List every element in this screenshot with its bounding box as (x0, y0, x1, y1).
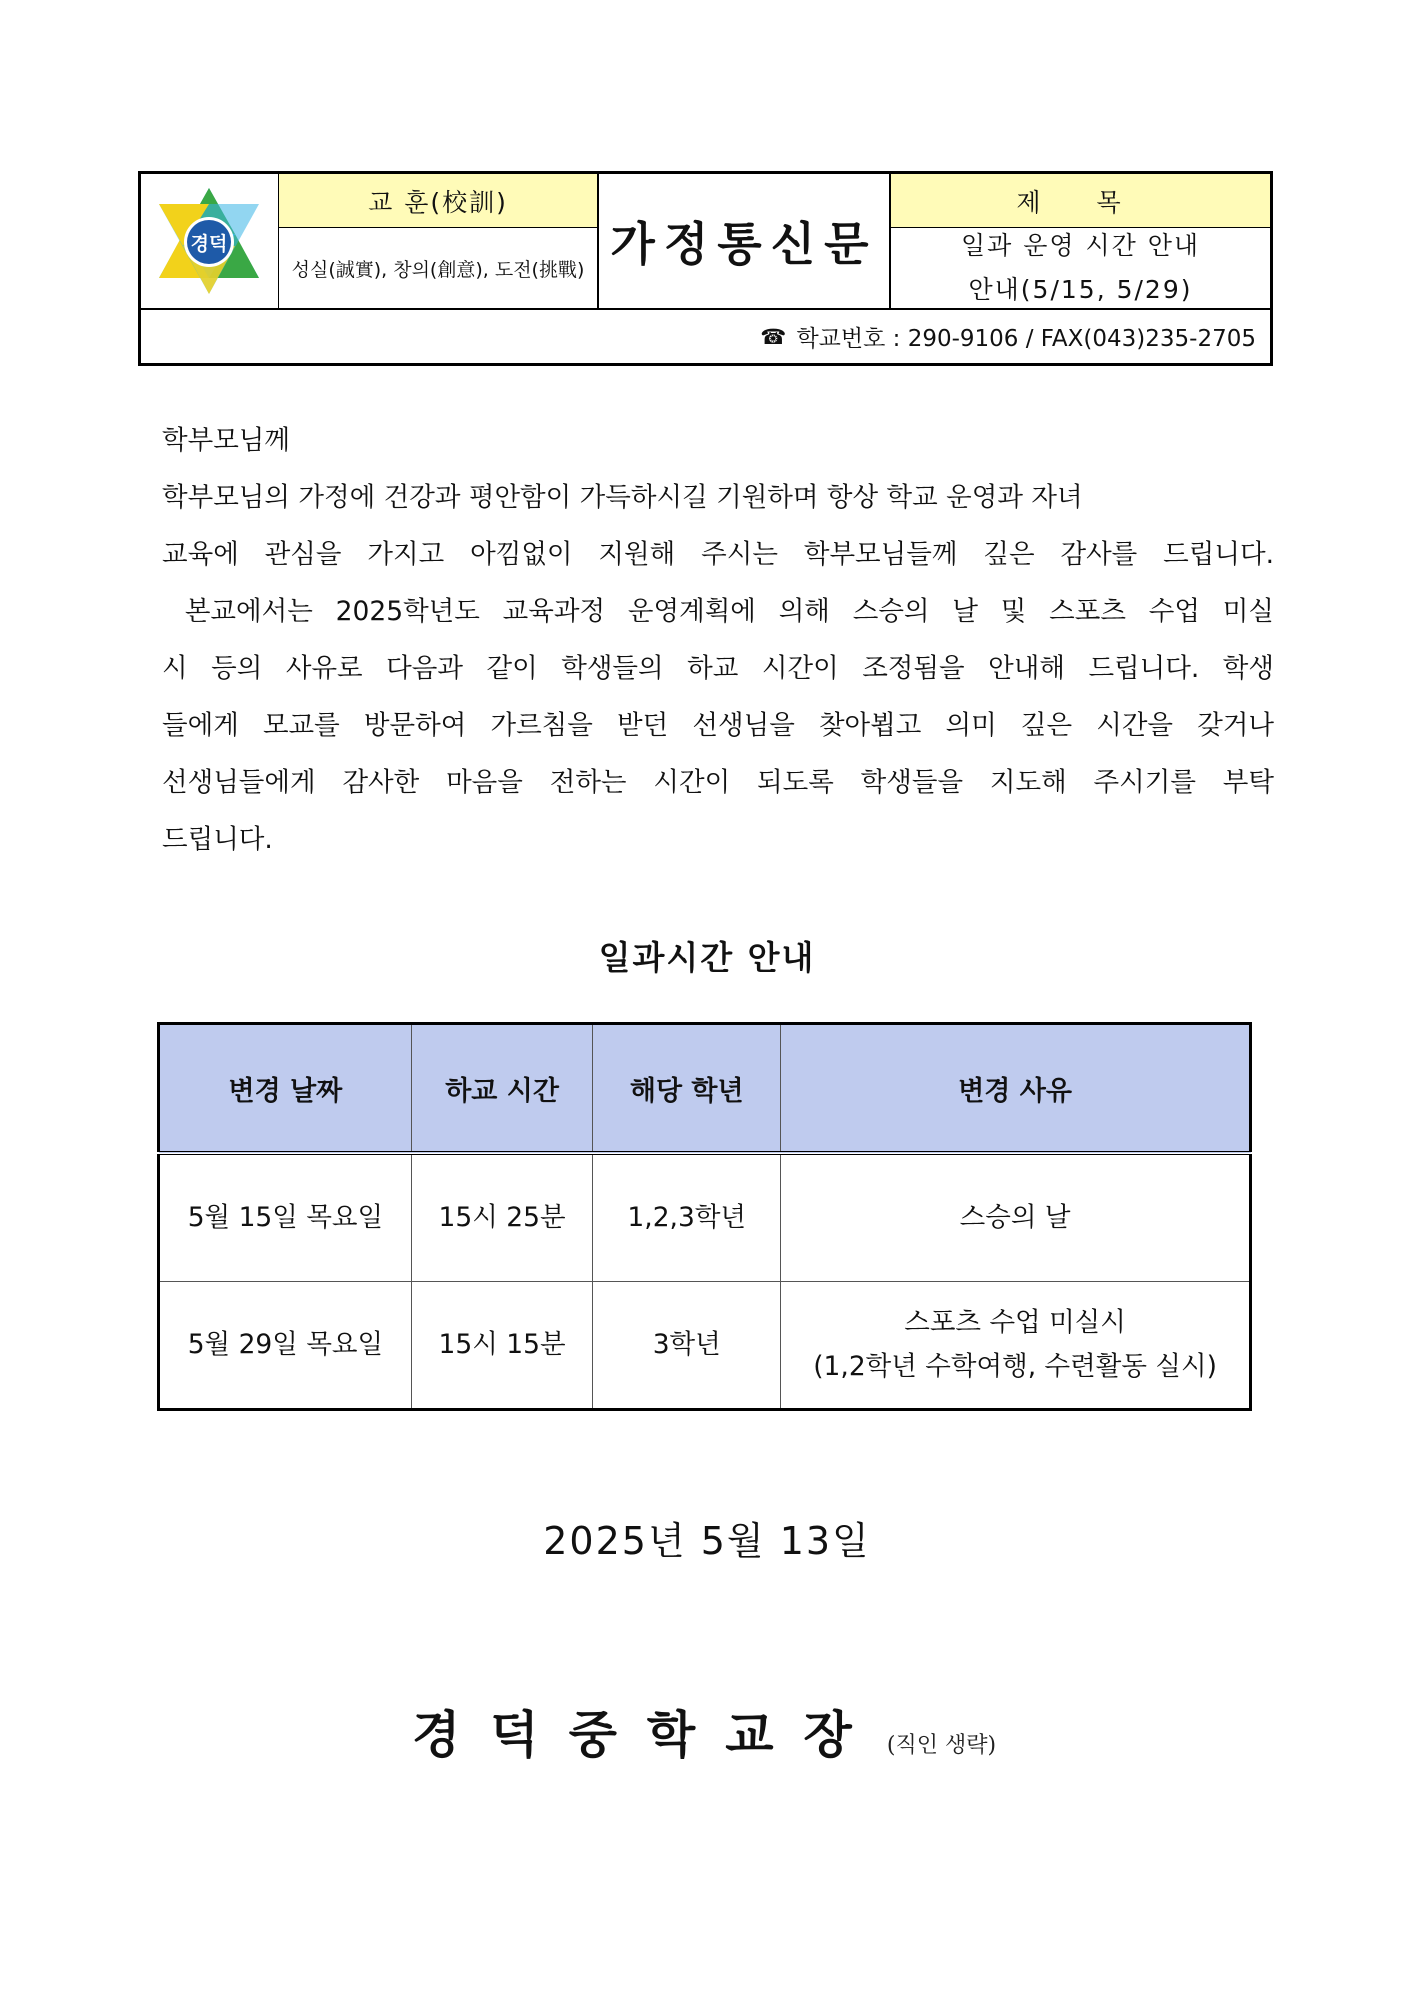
seal-note: (직인 생략) (886, 1733, 997, 1758)
paragraph-2-line-5: 드립니다. (162, 824, 273, 855)
cell-time: 15시 25분 (411, 1153, 593, 1282)
greeting: 학부모님께 (162, 425, 290, 456)
cell-date: 5월 15일 목요일 (159, 1153, 412, 1282)
subject-line-1: 일과 운영 시간 안내 (960, 231, 1201, 260)
paragraph-2-line-2: 시 등의 사유로 다음과 같이 학생들의 하교 시간이 조정됨을 안내해 드립니다. 학생 (162, 653, 1274, 684)
reason-line-1: 스포츠 수업 미실시 (904, 1307, 1126, 1338)
subject-label: 제 목 (891, 174, 1270, 228)
schedule-table (157, 1022, 1252, 1411)
letter-body (162, 412, 1274, 868)
column-header-grade: 해당 학년 (593, 1024, 781, 1154)
cell-reason (781, 1282, 1251, 1410)
logo-text: 경덕 (190, 233, 228, 255)
letterhead (138, 171, 1273, 366)
paragraph-2-line-1: 본교에서는 2025학년도 교육과정 운영계획에 의해 스승의 날 및 스포츠 수업 미실 (162, 596, 1274, 627)
contact-numbers: 학교번호 : 290-9106 / FAX(043)235-2705 (796, 326, 1256, 352)
paragraph-1-line-2: 교육에 관심을 가지고 아낌없이 지원해 주시는 학부모님들께 깊은 감사를 드립니다. (162, 539, 1274, 570)
cell-reason (781, 1153, 1251, 1282)
table-header-row (159, 1024, 1251, 1154)
issue-date: 2025년 5월 13일 (543, 1519, 871, 1563)
cell-date: 5월 29일 목요일 (159, 1282, 412, 1410)
paragraph-2-line-3: 들에게 모교를 방문하여 가르침을 받던 선생님을 찾아뵙고 의미 깊은 시간을 갖거나 (162, 710, 1274, 741)
paragraph-2-line-4: 선생님들에게 감사한 마음을 전하는 시간이 되도록 학생들을 지도해 주시기를 부탁 (162, 767, 1274, 798)
table-row (159, 1282, 1251, 1410)
subject-line-2: 안내(5/15, 5/29) (968, 275, 1193, 304)
principal-title: 경덕중학교장 (412, 1705, 882, 1764)
signature-block (412, 1695, 996, 1767)
phone-icon: ☎ (760, 324, 787, 349)
column-header-reason: 변경 사유 (781, 1024, 1251, 1154)
cell-time: 15시 15분 (411, 1282, 593, 1410)
school-logo-cell (141, 174, 279, 310)
contact-row (141, 310, 1270, 363)
table-row (159, 1153, 1251, 1282)
cell-grade: 1,2,3학년 (593, 1153, 781, 1282)
subject (891, 228, 1270, 310)
reason-line-1: 스승의 날 (959, 1202, 1071, 1233)
reason-line-2: (1,2학년 수학여행, 수련활동 실시) (813, 1351, 1217, 1382)
motto-label: 교 훈(校訓) (279, 174, 599, 228)
schedule-title: 일과시간 안내 (598, 938, 816, 977)
school-emblem-icon (155, 184, 263, 298)
column-header-date: 변경 날짜 (159, 1024, 412, 1154)
column-header-time: 하교 시간 (411, 1024, 593, 1154)
document-title: 가정통신문 (599, 174, 891, 310)
cell-grade: 3학년 (593, 1282, 781, 1410)
school-motto: 성실(誠實), 창의(創意), 도전(挑戰) (279, 228, 599, 310)
paragraph-1-line-1: 학부모님의 가정에 건강과 평안함이 가득하시길 기원하며 항상 학교 운영과 자녀 (162, 482, 1083, 513)
